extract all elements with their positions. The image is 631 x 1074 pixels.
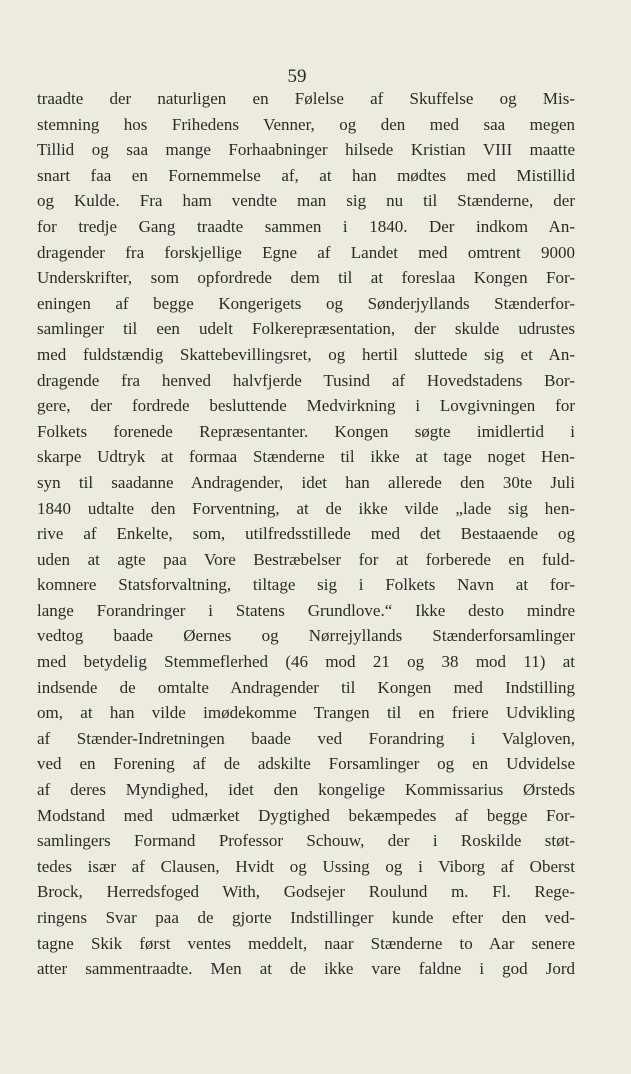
text-line: uden at agte paa Vore Bestræbelser for at forberede en fuld-	[37, 549, 575, 569]
text-line: skarpe Udtryk at formaa Stænderne til ikke at tage noget Hen-	[37, 447, 575, 467]
text-line: med betydelig Stemmeflerhed (46 mod 21 og 38 mod 11) at	[37, 652, 575, 672]
text-line: for tredje Gang traadte sammen i 1840. Der indkom An-	[37, 216, 575, 236]
text-line: af Stænder-Indretningen baade ved Forandring i Valgloven,	[37, 728, 575, 748]
text-line: samlinger til een udelt Folkerepræsentation, der skulde udrustes	[37, 319, 575, 339]
text-line: Folkets forenede Repræsentanter. Kongen søgte imidlertid i	[37, 421, 575, 441]
text-line: gere, der fordrede besluttende Medvirkning i Lovgivningen for	[37, 396, 575, 416]
text-line: tagne Skik først ventes meddelt, naar Stænderne to Aar senere	[37, 933, 575, 953]
text-line: traadte der naturligen en Følelse af Skuffelse og Mis-	[37, 89, 575, 108]
text-line: eningen af begge Kongerigets og Sønderjyllands Stænderfor-	[37, 293, 575, 313]
text-line: lange Forandringer i Statens Grundlove.“ Ikke desto mindre	[37, 600, 575, 620]
text-line: om, at han vilde imødekomme Trangen til en friere Udvikling	[37, 703, 575, 723]
text-line: Modstand med udmærket Dygtighed bekæmpedes af begge For-	[37, 805, 575, 825]
text-line: atter sammentraadte. Men at de ikke vare faldne i god Jord	[37, 959, 575, 979]
text-line: ved en Forening af de adskilte Forsamlinger og en Udvidelse	[37, 754, 575, 774]
text-line: ringens Svar paa de gjorte Indstillinger kunde efter den ved-	[37, 908, 575, 927]
page-number: 59	[287, 66, 307, 87]
text-line: stemning hos Frihedens Venner, og den med saa megen	[37, 114, 575, 134]
text-line: dragende fra henved halvfjerde Tusind af Hovedstadens Bor-	[37, 370, 575, 390]
text-line: vedtog baade Øernes og Nørrejyllands Stænderforsamlinger	[37, 626, 575, 646]
text-line: snart faa en Fornemmelse af, at han mødtes med Mistillid	[37, 165, 575, 185]
text-line: af deres Myndighed, idet den kongelige Kommissarius Ørsteds	[37, 780, 575, 800]
text-line: og Kulde. Fra ham vendte man sig nu til Stænderne, der	[37, 191, 575, 211]
text-line: syn til saadanne Andragender, idet han allerede den 30te Juli	[37, 472, 575, 492]
text-line: rive af Enkelte, som, utilfredsstillede med det Bestaaende og	[37, 524, 575, 544]
text-line: Brock, Herredsfoged With, Godsejer Roulund m. Fl. Rege-	[37, 882, 575, 902]
text-line: 1840 udtalte den Forventning, at de ikke vilde „lade sig hen-	[37, 498, 575, 518]
text-line: dragender fra forskjellige Egne af Landet med omtrent 9000	[37, 242, 575, 262]
text-line: samlingers Formand Professor Schouw, der i Roskilde støt-	[37, 831, 575, 851]
text-line: tedes især af Clausen, Hvidt og Ussing og i Viborg af Oberst	[37, 856, 575, 876]
text-line: med fuldstændig Skattebevillingsret, og hertil sluttede sig et An-	[37, 344, 575, 364]
body-text	[37, 86, 575, 982]
text-line: Tillid og saa mange Forhaabninger hilsede Kristian VIII maatte	[37, 140, 575, 160]
text-line: indsende de omtalte Andragender til Kongen med Indstilling	[37, 677, 575, 697]
text-line: Underskrifter, som opfordrede dem til at foreslaa Kongen For-	[37, 268, 575, 288]
text-line: komnere Statsforvaltning, tiltage sig i Folkets Navn at for-	[37, 575, 575, 595]
